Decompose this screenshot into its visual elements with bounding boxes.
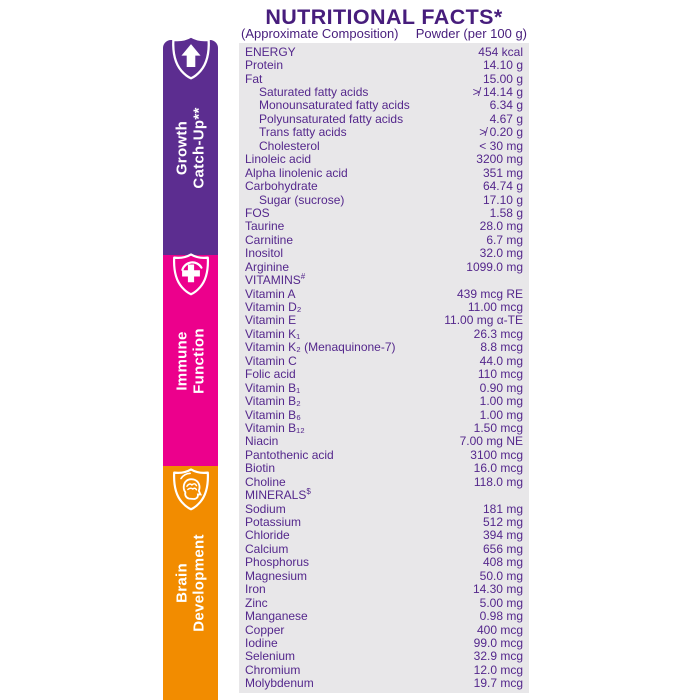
table-row [245, 273, 523, 286]
page-title: NUTRITIONAL FACTS* [265, 5, 503, 29]
row-value: 64.74 g [482, 179, 523, 194]
table-row [245, 368, 523, 381]
row-value: 1.00 mg [479, 407, 523, 422]
table-row [245, 569, 523, 582]
table-row [245, 623, 523, 636]
table-row [245, 287, 523, 300]
row-label: Pantothenic acid [245, 447, 334, 462]
row-label: MINERALS$ [245, 487, 311, 503]
table-row [245, 99, 523, 112]
row-label: Protein [245, 58, 284, 73]
table-row [245, 85, 523, 98]
table-row [245, 166, 523, 179]
subheader-powder-per-100g: Powder (per 100 g) [415, 26, 527, 41]
table-row [245, 314, 523, 327]
table-row [245, 58, 523, 71]
row-label: Vitamin B₆ [245, 407, 301, 422]
row-value: 454 kcal [478, 44, 523, 59]
table-row [245, 542, 523, 555]
row-label: Linoleic acid [245, 152, 312, 167]
row-label: Fat [245, 71, 263, 86]
row-label: Phosphorus [245, 555, 310, 570]
row-value: 512 mg [482, 515, 523, 530]
table-row [245, 45, 523, 58]
row-value: 394 mg [482, 528, 523, 543]
table-row [245, 260, 523, 273]
sidebar-label-brain-development [174, 478, 207, 688]
sidebar-label-line: Brain [173, 563, 190, 603]
row-value: 14.30 mg [472, 582, 523, 597]
row-value: 118.0 mg [473, 474, 523, 489]
row-value: 16.0 mcg [473, 461, 523, 476]
row-label: Iron [245, 582, 266, 597]
row-label: Vitamin B₂ [245, 394, 301, 409]
row-label: Vitamin C [245, 353, 297, 368]
row-label: Calcium [245, 541, 289, 556]
table-row [245, 636, 523, 649]
row-label: Alpha linolenic acid [245, 165, 348, 180]
table-row [245, 112, 523, 125]
table-row [245, 341, 523, 354]
row-value: 3200 mg [476, 152, 523, 167]
table-row [245, 354, 523, 367]
table-row [245, 206, 523, 219]
row-value: 26.3 mcg [473, 326, 523, 341]
table-row [245, 677, 523, 690]
table-row [245, 529, 523, 542]
table-row [245, 583, 523, 596]
row-value: 1.50 mcg [473, 420, 523, 435]
row-label: Carbohydrate [245, 179, 318, 194]
sidebar-section-growth-catch-up [163, 40, 218, 255]
table-row [245, 381, 523, 394]
row-value: 1.00 mg [479, 394, 523, 409]
table-row [245, 126, 523, 139]
table-row [245, 153, 523, 166]
table-row [245, 502, 523, 515]
table-row [245, 327, 523, 340]
row-label: Vitamin B₁₂ [245, 420, 305, 435]
table-row [245, 556, 523, 569]
row-label: Biotin [245, 461, 276, 476]
table-row [245, 220, 523, 233]
row-value: 1.58 g [489, 205, 523, 220]
row-label: Molybdenum [245, 676, 314, 691]
row-value: 3100 mcg [470, 447, 523, 462]
row-label: Copper [245, 622, 285, 637]
row-label: Polyunsaturated fatty acids [259, 111, 404, 126]
row-label: Taurine [245, 219, 285, 234]
sidebar-label-line: Immune [173, 330, 190, 391]
row-value: 11.00 mg α-TE [444, 313, 523, 328]
row-value: 50.0 mg [479, 568, 523, 583]
table-row [245, 408, 523, 421]
sidebar-label-line: Function [189, 327, 207, 394]
row-value: 6.34 g [489, 98, 523, 113]
table-row [245, 462, 523, 475]
row-value: 181 mg [482, 501, 523, 516]
row-label: Vitamin K₁ [245, 326, 301, 341]
row-label: Inositol [245, 246, 284, 261]
row-label: VITAMINS# [245, 272, 306, 288]
table-row [245, 609, 523, 622]
row-label: Sodium [245, 501, 286, 516]
row-value: 44.0 mg [479, 353, 523, 368]
table-row [245, 72, 523, 85]
row-value: ≯ 0.20 g [479, 125, 523, 140]
row-label: Manganese [245, 609, 308, 624]
row-label: Potassium [245, 515, 302, 530]
row-label: Chloride [245, 528, 290, 543]
row-label: Vitamin A [245, 286, 296, 301]
nutrition-table [239, 43, 529, 693]
row-value: 4.67 g [489, 111, 523, 126]
row-label: Vitamin K₂ (Menaquinone-7) [245, 340, 396, 355]
row-value: ≯ 14.14 g [472, 85, 523, 100]
row-value: 11.00 mcg [467, 300, 523, 315]
table-row [245, 475, 523, 488]
sidebar-label-line: Growth [173, 120, 190, 175]
row-label: ENERGY [245, 44, 296, 59]
table-row [245, 663, 523, 676]
row-value: 7.00 mg NE [459, 434, 523, 449]
row-value: < 30 mg [479, 138, 523, 153]
sidebar-section-brain-development [163, 466, 218, 700]
table-row [245, 650, 523, 663]
row-value: 1099.0 mg [466, 259, 523, 274]
row-label: Magnesium [245, 568, 308, 583]
row-value: 15.00 g [482, 71, 523, 86]
sidebar-label-growth-catch-up [174, 43, 207, 253]
row-value: 408 mg [482, 555, 523, 570]
row-value: 439 mcg RE [456, 286, 523, 301]
row-value: 19.7 mcg [473, 676, 523, 691]
subheader-composition: (Approximate Composition) [241, 26, 399, 41]
row-value: 5.00 mg [479, 595, 523, 610]
row-value: 400 mcg [476, 622, 523, 637]
row-value: 32.9 mcg [473, 649, 523, 664]
row-label: FOS [245, 205, 270, 220]
table-row [245, 233, 523, 246]
row-value: 656 mg [482, 541, 523, 556]
row-label: Sugar (sucrose) [259, 192, 345, 207]
row-value: 8.8 mcg [480, 340, 523, 355]
row-label: Vitamin B₁ [245, 380, 301, 395]
row-value: 351 mg [482, 165, 523, 180]
row-label: Chromium [245, 662, 301, 677]
row-label: Vitamin E [245, 313, 297, 328]
row-label: Saturated fatty acids [259, 85, 369, 100]
table-row [245, 435, 523, 448]
table-row [245, 139, 523, 152]
sidebar-label-line: Catch-Up** [189, 106, 207, 189]
row-label: Choline [245, 474, 286, 489]
row-value: 6.7 mg [486, 232, 523, 247]
row-label: Vitamin D₂ [245, 300, 302, 315]
row-label: Trans fatty acids [259, 125, 347, 140]
row-label: Cholesterol [259, 138, 320, 153]
row-value: 14.10 g [482, 58, 523, 73]
table-row [245, 448, 523, 461]
row-value: 0.98 mg [479, 609, 523, 624]
table-subheader [239, 26, 529, 41]
table-row [245, 515, 523, 528]
row-value: 99.0 mcg [473, 635, 523, 650]
row-label: Selenium [245, 649, 296, 664]
row-label: Carnitine [245, 232, 294, 247]
row-label: Zinc [245, 595, 268, 610]
table-row [245, 421, 523, 434]
row-label: Niacin [245, 434, 279, 449]
table-row [245, 596, 523, 609]
row-value: 110 mcg [477, 367, 523, 382]
row-label: Monounsaturated fatty acids [259, 98, 410, 113]
table-row [245, 193, 523, 206]
row-value: 0.90 mg [479, 380, 523, 395]
row-label: Folic acid [245, 367, 296, 382]
table-row [245, 247, 523, 260]
row-value: 12.0 mcg [473, 662, 523, 677]
table-row [245, 179, 523, 192]
table-row [245, 488, 523, 501]
table-row [245, 394, 523, 407]
row-value: 32.0 mg [479, 246, 523, 261]
sidebar-label-immune-function [174, 256, 207, 466]
table-row [245, 300, 523, 313]
row-value: 17.10 g [482, 192, 523, 207]
row-label: Arginine [245, 259, 290, 274]
sidebar-label-line: Development [189, 534, 207, 632]
row-label: Iodine [245, 635, 278, 650]
claims-sidebar [163, 40, 218, 700]
row-value: 28.0 mg [479, 219, 523, 234]
sidebar-section-immune-function [163, 255, 218, 466]
